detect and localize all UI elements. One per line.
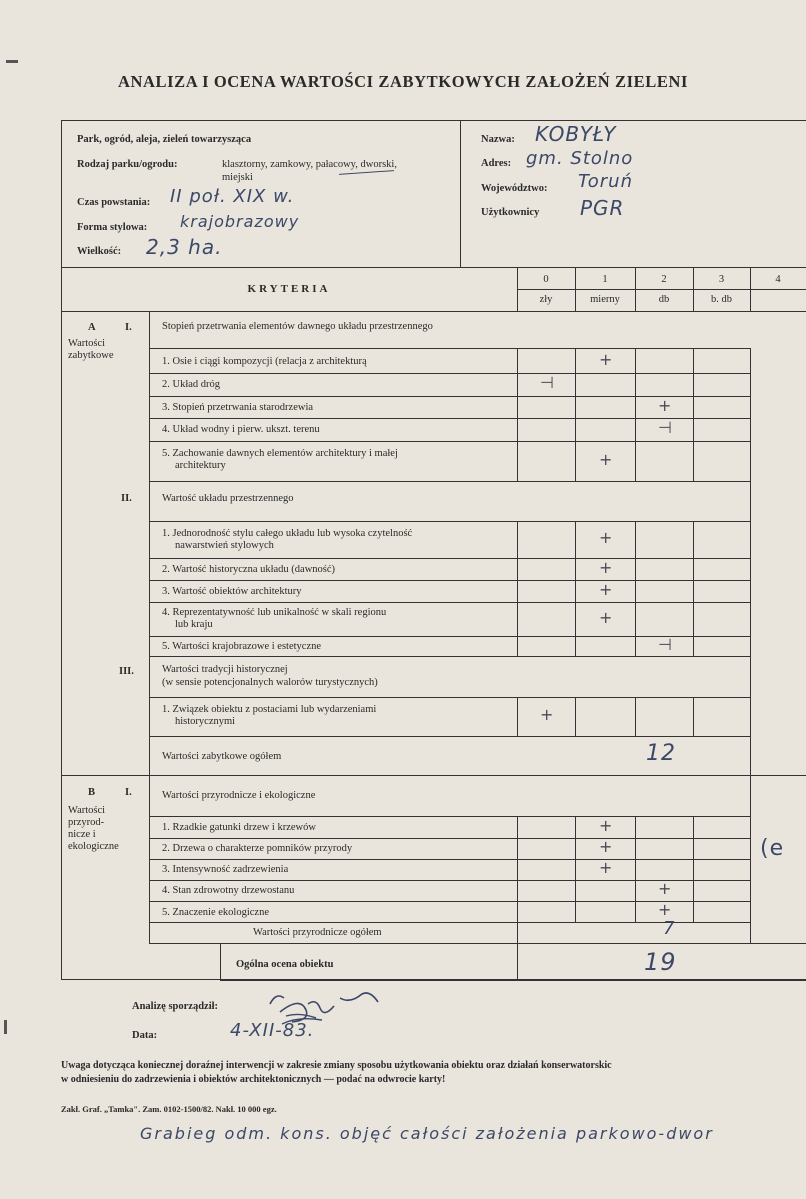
grid-line — [575, 602, 576, 636]
grid-line — [575, 396, 576, 418]
grid-line — [693, 441, 694, 481]
section-a-roman-1: I. — [125, 322, 132, 333]
group-b1-title: Wartości przyrodnicze i ekologiczne — [162, 790, 316, 801]
grid-line — [575, 838, 576, 859]
check-mark: + — [599, 580, 613, 599]
section-b-name-4: ekologiczne — [68, 841, 119, 852]
grid-line — [517, 901, 518, 922]
grid-line — [149, 602, 750, 603]
uzytkownicy-label: Użytkownicy — [481, 207, 540, 218]
item-a1-2: 2. Układ dróg — [162, 379, 221, 390]
grid-line — [750, 348, 751, 373]
grid-line — [750, 859, 751, 880]
grid-line — [575, 348, 576, 373]
rodzaj-options: klasztorny, zamkowy, pałacowy, dworski, — [222, 159, 397, 170]
divider — [517, 267, 518, 311]
grid-line — [635, 441, 636, 481]
check-mark: + — [658, 879, 672, 898]
grid-line — [517, 922, 518, 943]
grid-line — [517, 348, 518, 373]
divider — [149, 311, 150, 943]
grid-line — [149, 736, 750, 737]
grid-line — [693, 880, 694, 901]
adres-label: Adres: — [481, 158, 512, 169]
item-b1-3: 3. Intensywność zadrzewienia — [162, 864, 289, 875]
note-line-1: Uwaga dotycząca koniecznej doraźnej interwencji w zakresie zmiany sposobu użytkowania obiektu oraz działań konserwatorskic — [61, 1060, 612, 1071]
grid-line — [750, 636, 751, 656]
section-b-name-3: nicze i — [68, 829, 96, 840]
grid-line — [750, 558, 751, 580]
score-4: 4 — [775, 274, 781, 285]
grid-line — [575, 418, 576, 441]
grid-line — [575, 521, 576, 558]
grid-line — [693, 348, 694, 373]
grid-line — [635, 901, 636, 922]
grid-line — [693, 521, 694, 558]
forma-value: krajobrazowy — [180, 212, 300, 231]
wojewodztwo-value: Toruń — [578, 171, 634, 192]
nazwa-label: Nazwa: — [481, 134, 515, 145]
group-a3-title: Wartości tradycji historycznej — [162, 664, 288, 675]
punch-mark — [4, 1020, 7, 1034]
check-mark: + — [599, 350, 613, 369]
grid-line — [635, 816, 636, 838]
group-a2-title: Wartość układu przestrzennego — [162, 493, 294, 504]
grid-line — [693, 396, 694, 418]
grid-line — [635, 838, 636, 859]
grid-line — [750, 775, 751, 816]
grid-line — [693, 418, 694, 441]
divider — [517, 943, 518, 981]
grid-line — [575, 880, 576, 901]
check-mark: ⊣ — [658, 635, 672, 654]
overall-label: Ogólna ocena obiektu — [236, 959, 334, 970]
grid-line — [635, 418, 636, 441]
grid-line — [575, 441, 576, 481]
grid-line — [750, 481, 751, 521]
wojewodztwo-label: Województwo: — [481, 183, 548, 194]
check-mark: + — [599, 858, 613, 877]
item-a1-5-cont: architektury — [175, 460, 226, 471]
divider — [460, 120, 461, 267]
grid-line — [149, 373, 750, 374]
grid-line — [693, 859, 694, 880]
divider — [61, 311, 806, 312]
item-a1-4: 4. Układ wodny i pierw. ukszt. terenu — [162, 424, 320, 435]
score-label-0: zły — [539, 294, 553, 305]
grid-line — [635, 558, 636, 580]
section-b-code: B — [88, 787, 96, 798]
nazwa-value: KOBYŁY — [535, 122, 617, 146]
date-value: 4-XII-83. — [230, 1020, 315, 1041]
divider — [693, 267, 694, 311]
group-a3-title-2: (w sensie potencjonalnych walorów turystycznych) — [162, 677, 378, 688]
total-b-value: 7 — [663, 918, 676, 939]
grid-line — [635, 697, 636, 736]
punch-mark — [6, 60, 18, 63]
czas-value: II poł. XIX w. — [170, 186, 295, 207]
item-a1-1: 1. Osie i ciągi kompozycji (relacja z architekturą — [162, 356, 367, 367]
note-line-2: w odniesieniu do zadrzewienia i obiektów architektonicznych — podać na odwrocie karty! — [61, 1074, 446, 1085]
grid-line — [635, 580, 636, 602]
grid-line — [575, 697, 576, 736]
section-b-name-1: Wartości — [68, 805, 106, 816]
divider — [635, 267, 636, 311]
grid-line — [149, 922, 750, 923]
grid-line — [149, 838, 750, 839]
grid-line — [517, 558, 518, 580]
item-a2-5: 5. Wartości krajobrazowe i estetyczne — [162, 641, 322, 652]
form-title: ANALIZA I OCENA WARTOŚCI ZABYTKOWYCH ZAŁOŻEŃ ZIELENI — [117, 72, 689, 91]
item-a2-1: 1. Jednorodność stylu całego układu lub wysoka czytelność — [162, 528, 413, 539]
total-a-value: 12 — [646, 741, 676, 766]
item-a2-2: 2. Wartość historyczna układu (dawność) — [162, 564, 336, 575]
grid-line — [517, 441, 518, 481]
grid-line — [149, 580, 750, 581]
grid-line — [750, 901, 751, 922]
grid-line — [149, 481, 750, 482]
score-label-3: b. db — [711, 294, 732, 305]
item-a3-1-cont: historycznymi — [175, 716, 236, 727]
grid-line — [635, 602, 636, 636]
divider — [61, 267, 806, 268]
grid-line — [575, 816, 576, 838]
overall-value: 19 — [644, 948, 677, 976]
check-mark: + — [599, 816, 613, 835]
grid-line — [149, 775, 750, 776]
grid-line — [517, 418, 518, 441]
grid-line — [517, 602, 518, 636]
grid-line — [575, 636, 576, 656]
grid-line — [149, 441, 750, 442]
grid-line — [635, 521, 636, 558]
check-mark: + — [599, 528, 613, 547]
grid-line — [517, 373, 518, 396]
grid-line — [149, 558, 750, 559]
adres-value: gm. Stolno — [526, 148, 634, 169]
section-b-name-2: przyrod- — [68, 817, 105, 828]
score-2: 2 — [661, 274, 667, 285]
grid-line — [750, 521, 751, 558]
item-a3-1: 1. Związek obiektu z postaciami lub wydarzeniami — [162, 704, 377, 715]
wielkosc-label: Wielkość: — [77, 246, 122, 257]
grid-line — [635, 373, 636, 396]
score-label-2: db — [658, 294, 670, 305]
score-0: 0 — [543, 274, 549, 285]
grid-line — [575, 859, 576, 880]
grid-line — [575, 580, 576, 602]
section-a-code: A — [88, 322, 96, 333]
rodzaj-label: Rodzaj parku/ogrodu: — [77, 159, 178, 170]
item-a2-4-cont: lub kraju — [175, 619, 213, 630]
grid-line — [693, 373, 694, 396]
grid-line — [575, 558, 576, 580]
grid-line — [517, 697, 518, 736]
grid-line — [750, 580, 751, 602]
check-mark: + — [599, 558, 613, 577]
uzytkownicy-value: PGR — [580, 196, 625, 220]
wielkosc-value: 2,3 ha. — [146, 235, 223, 259]
score-1: 1 — [602, 274, 608, 285]
grid-line — [693, 697, 694, 736]
grid-line — [575, 901, 576, 922]
item-b1-2: 2. Drzewa o charakterze pomników przyrody — [162, 843, 353, 854]
group-a1-title: Stopień przetrwania elementów dawnego układu przestrzennego — [162, 321, 433, 332]
check-mark: + — [599, 837, 613, 856]
grid-line — [575, 373, 576, 396]
item-a2-4: 4. Reprezentatywność lub unikalność w skali regionu — [162, 607, 387, 618]
analyzed-label: Analizę sporządził: — [132, 1001, 219, 1012]
print-info: Zakł. Graf. „Tamka". Zam. 0102-1500/82. Nakł. 10 000 egz. — [61, 1104, 277, 1114]
grid-line — [693, 636, 694, 656]
score-3: 3 — [718, 274, 725, 285]
grid-line — [693, 816, 694, 838]
grid-line — [750, 396, 751, 418]
item-b1-4: 4. Stan zdrowotny drzewostanu — [162, 885, 295, 896]
grid-line — [635, 880, 636, 901]
divider — [517, 289, 806, 290]
grid-line — [149, 521, 750, 522]
grid-line — [693, 838, 694, 859]
grid-line — [517, 580, 518, 602]
grid-line — [149, 816, 750, 817]
kryteria-title: KRYTERIA — [247, 283, 331, 295]
item-b1-1: 1. Rzadkie gatunki drzew i krzewów — [162, 822, 316, 833]
forma-label: Forma stylowa: — [77, 222, 148, 233]
grid-line — [750, 736, 751, 775]
grid-line — [750, 373, 751, 396]
item-a1-3: 3. Stopień przetrwania starodrzewia — [162, 402, 314, 413]
grid-line — [635, 859, 636, 880]
divider — [575, 267, 576, 311]
check-mark: + — [540, 705, 554, 724]
item-b1-5: 5. Znaczenie ekologiczne — [162, 907, 269, 918]
grid-line — [750, 441, 751, 481]
grid-line — [635, 396, 636, 418]
grid-line — [750, 816, 751, 838]
check-mark: ⊣ — [540, 373, 554, 392]
check-mark: + — [599, 608, 613, 627]
grid-line — [149, 656, 750, 657]
side-note: (e — [760, 836, 785, 861]
rodzaj-options-2: miejski — [222, 172, 253, 183]
grid-line — [750, 880, 751, 901]
grid-line — [149, 348, 750, 349]
date-label: Data: — [132, 1030, 158, 1041]
grid-line — [693, 558, 694, 580]
grid-line — [517, 838, 518, 859]
grid-line — [517, 859, 518, 880]
grid-line — [750, 697, 751, 736]
park-label: Park, ogród, aleja, zieleń towarzysząca — [77, 134, 252, 145]
grid-line — [693, 580, 694, 602]
grid-line — [517, 816, 518, 838]
section-a-roman-2: II. — [121, 493, 132, 504]
item-a2-3: 3. Wartość obiektów architektury — [162, 586, 302, 597]
item-a1-5: 5. Zachowanie dawnych elementów architektury i małej — [162, 448, 398, 459]
item-a2-1-cont: nawarstwień stylowych — [175, 540, 274, 551]
total-a-label: Wartości zabytkowe ogółem — [162, 751, 282, 762]
check-mark: ⊣ — [658, 418, 672, 437]
section-a-roman-3: III. — [119, 666, 134, 677]
check-mark: + — [658, 900, 672, 919]
grid-line — [693, 602, 694, 636]
grid-line — [750, 838, 751, 859]
grid-line — [517, 521, 518, 558]
section-a-name: Wartości zabytkowe — [68, 338, 114, 361]
grid-line — [750, 418, 751, 441]
grid-line — [517, 396, 518, 418]
czas-label: Czas powstania: — [77, 197, 151, 208]
check-mark: + — [658, 396, 672, 415]
grid-line — [517, 636, 518, 656]
grid-line — [517, 880, 518, 901]
grid-line — [635, 348, 636, 373]
score-label-1: mierny — [590, 294, 620, 305]
grid-line — [693, 901, 694, 922]
grid-line — [750, 656, 751, 697]
grid-line — [750, 922, 751, 943]
grid-line — [149, 697, 750, 698]
handwritten-note: Grabieg odm. kons. objęć całości założenia parkowo-dwor — [140, 1124, 714, 1143]
grid-line — [149, 859, 750, 860]
total-b-label: Wartości przyrodnicze ogółem — [253, 927, 382, 938]
grid-line — [635, 636, 636, 656]
divider — [750, 267, 751, 311]
grid-line — [750, 602, 751, 636]
check-mark: + — [599, 450, 613, 469]
section-b-roman-1: I. — [125, 787, 132, 798]
